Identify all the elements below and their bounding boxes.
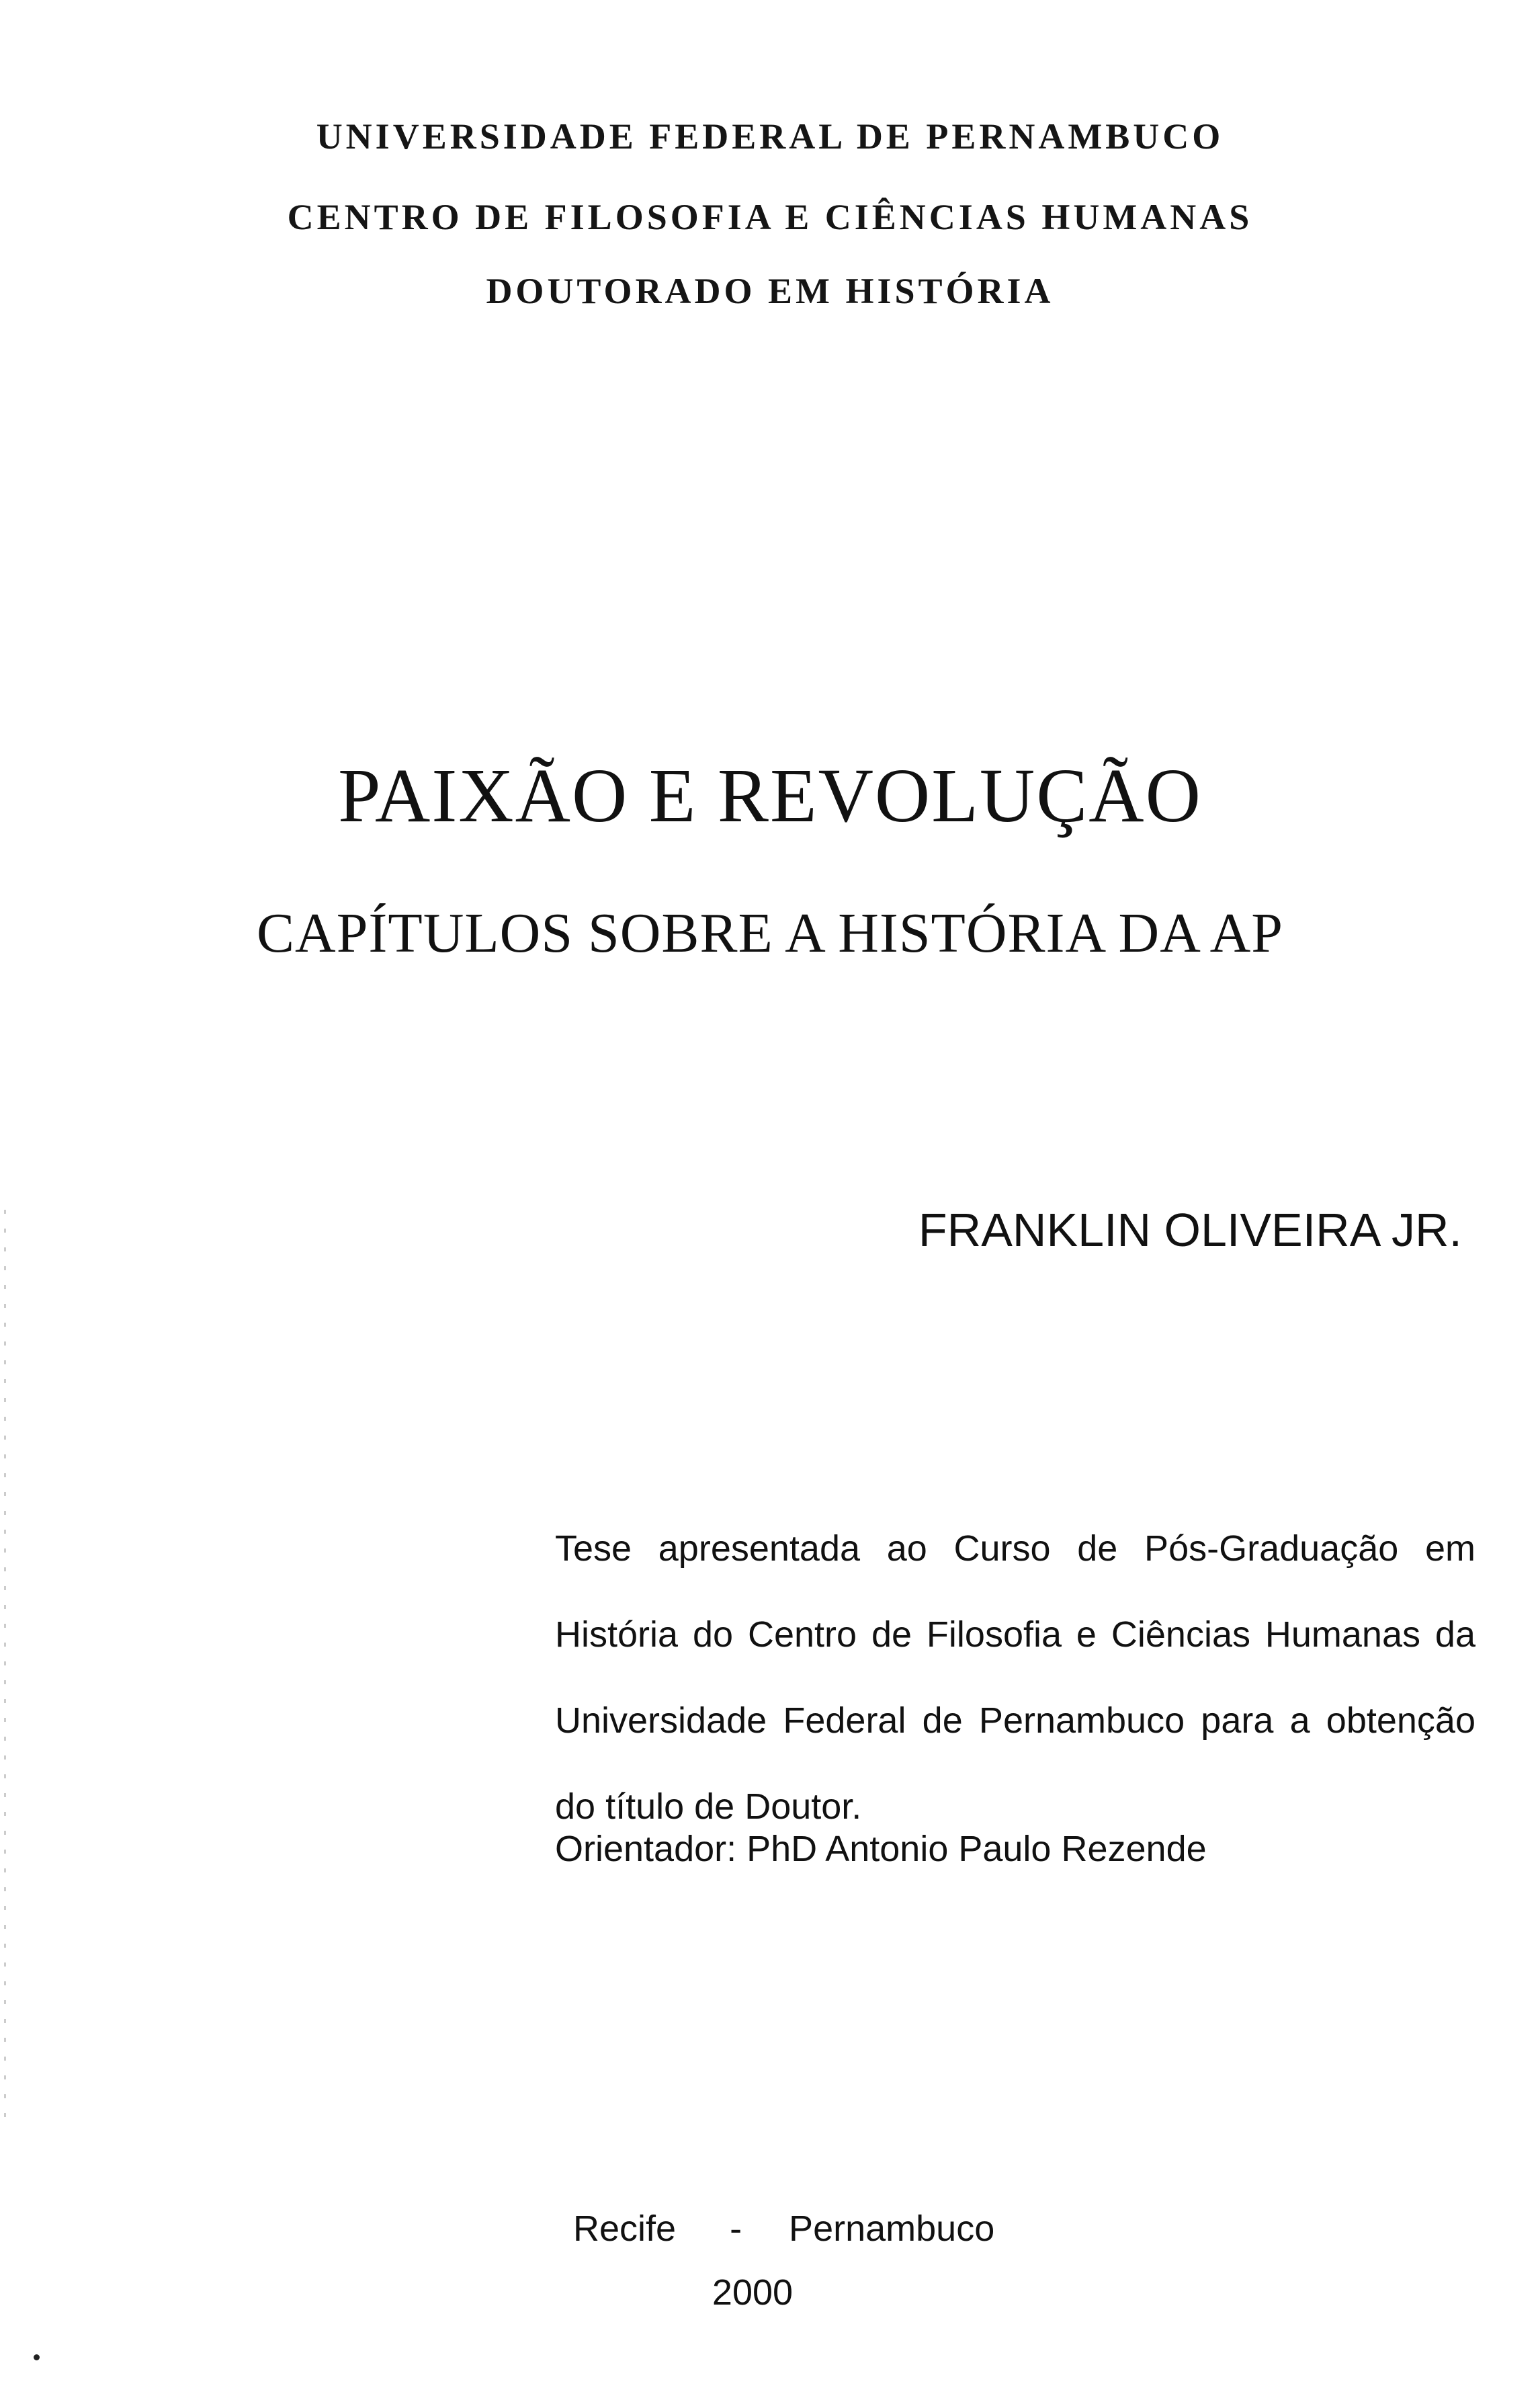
thesis-subtitle: CAPÍTULOS SOBRE A HISTÓRIA DA AP	[257, 902, 1283, 964]
institution-name: UNIVERSIDADE FEDERAL DE PERNAMBUCO	[316, 116, 1224, 157]
scan-speck	[34, 2354, 40, 2360]
year: 2000	[712, 2272, 794, 2313]
thesis-statement: Tese apresentada ao Curso de Pós-Graduação em História do Centro de Filosofia e Ciências Humanas da Universidade Federal de Pernambuco para a obtenção do título de Doutor.	[555, 1528, 1475, 1827]
advisor-line: Orientador: PhD Antonio Paulo Rezende	[555, 1829, 1207, 1869]
place-separator: -	[730, 2208, 742, 2249]
thesis-title: PAIXÃO E REVOLUÇÃO	[338, 753, 1202, 838]
city: Recife	[573, 2208, 677, 2249]
state: Pernambuco	[789, 2208, 995, 2249]
author-name: FRANKLIN OLIVEIRA JR.	[918, 1204, 1462, 1256]
center-name: CENTRO DE FILOSOFIA E CIÊNCIAS HUMANAS	[287, 197, 1253, 237]
scan-edge-artifact	[4, 1210, 6, 2117]
place-line	[573, 2208, 994, 2249]
program-name: DOUTORADO EM HISTÓRIA	[486, 271, 1054, 311]
